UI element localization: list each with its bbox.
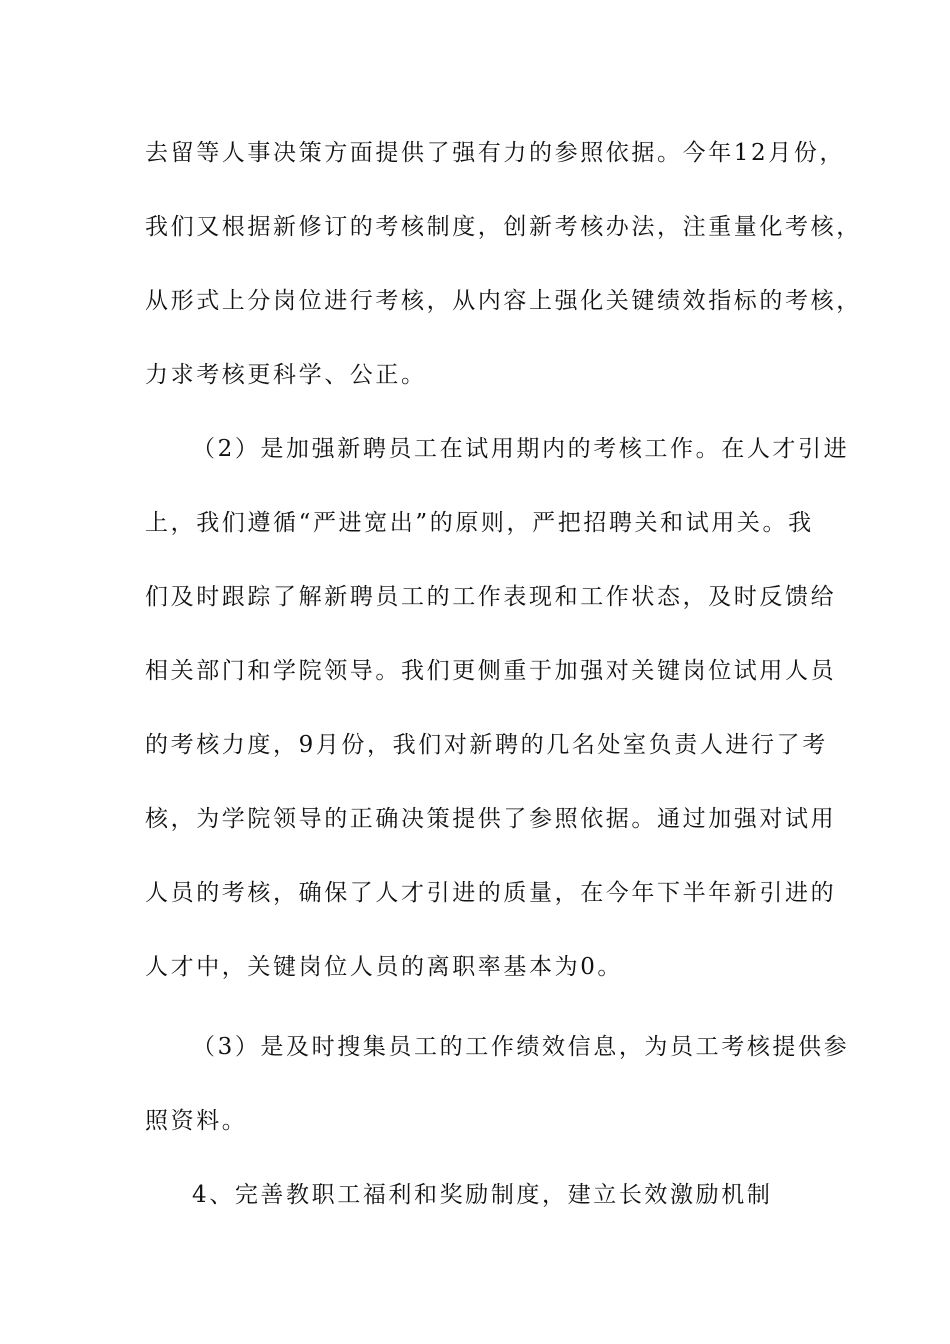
paragraph-line: 的考核力度，9月份，我们对新聘的几名处室负责人进行了考: [145, 732, 828, 758]
paragraph-line: 相关部门和学院领导。我们更侧重于加强对关键岗位试用人员: [145, 658, 837, 684]
paragraph-line: 从形式上分岗位进行考核，从内容上强化关键绩效指标的考核，: [145, 288, 862, 314]
paragraph-line: 上，我们遵循“严进宽出”的原则，严把招聘关和试用关。我: [145, 510, 814, 536]
paragraph-line: （3）是及时搜集员工的工作绩效信息，为员工考核提供参: [192, 1034, 850, 1060]
paragraph-line: 我们又根据新修订的考核制度，创新考核办法，注重量化考核，: [145, 214, 862, 240]
paragraph-line: 人员的考核，确保了人才引进的质量，在今年下半年新引进的: [145, 880, 837, 906]
paragraph-line: （2）是加强新聘员工在试用期内的考核工作。在人才引进: [192, 436, 850, 462]
section-heading: 4、完善教职工福利和奖励制度，建立长效激励机制: [192, 1182, 773, 1208]
paragraph-line: 去留等人事决策方面提供了强有力的参照依据。今年12月份，: [145, 140, 846, 166]
paragraph-line: 们及时跟踪了解新聘员工的工作表现和工作状态，及时反馈给: [145, 584, 837, 610]
paragraph-line: 照资料。: [145, 1108, 248, 1134]
paragraph-line: 核，为学院领导的正确决策提供了参照依据。通过加强对试用: [145, 806, 837, 832]
paragraph-line: 力求考核更科学、公正。: [145, 362, 427, 388]
paragraph-line: 人才中，关键岗位人员的离职率基本为0。: [145, 954, 624, 980]
